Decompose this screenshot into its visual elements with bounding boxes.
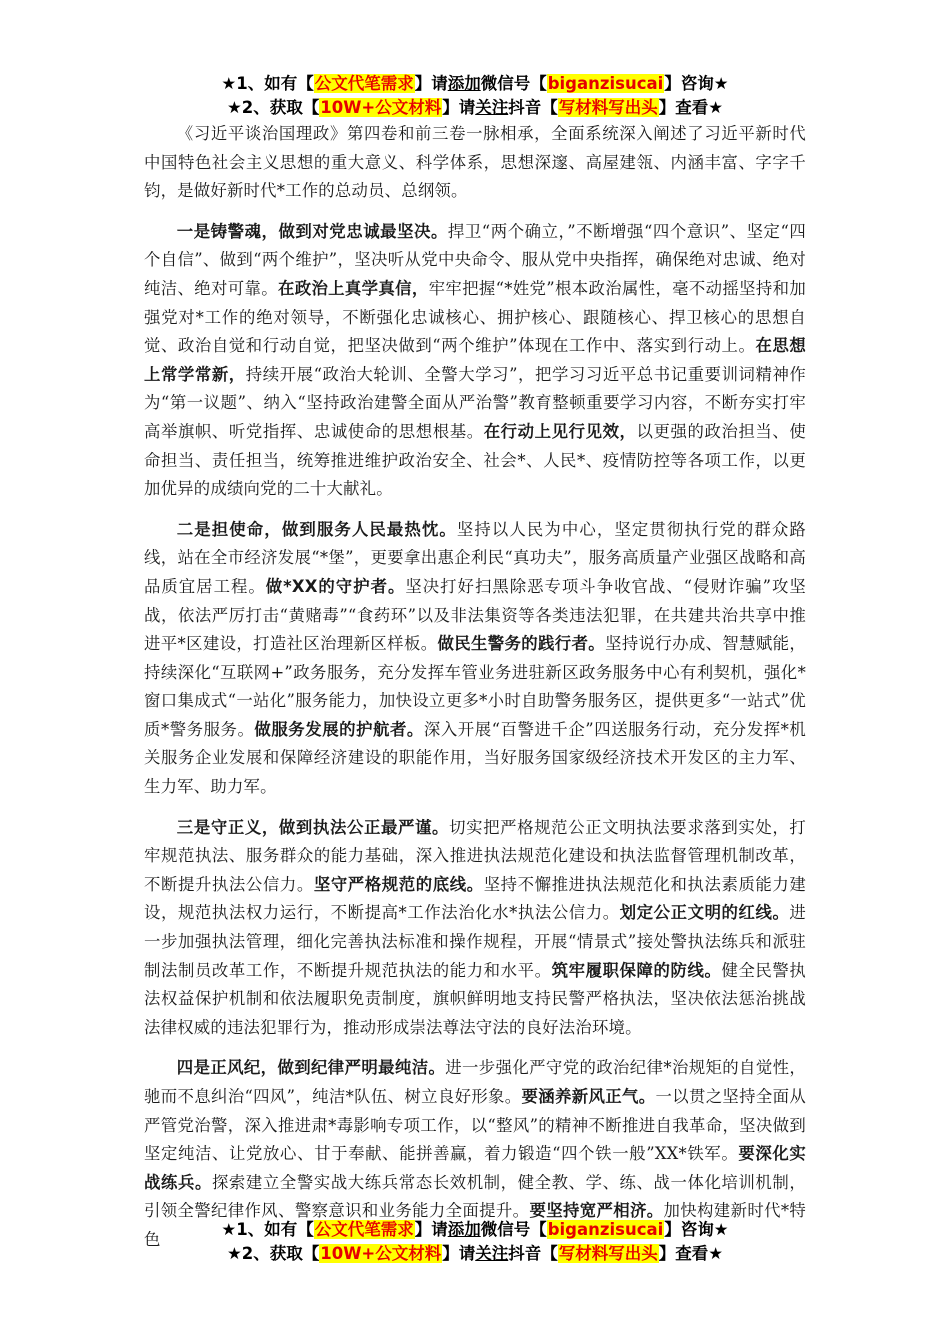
- promo-banner-bottom-line-2: ★2、获取【10W+公文材料】请关注抖音【写材料写出头】查看★: [226, 1244, 724, 1263]
- section-1-heading: 一是铸警魂，做到对党忠诚最坚决。: [176, 221, 448, 241]
- section-1-paragraph: 一是铸警魂，做到对党忠诚最坚决。捍卫“两个确立，”不断增强“四个意识”、坚定“四个自信”、做到“两个维护”，坚决听从党中央命令、服从党中央指挥，确保绝对忠诚、绝对纯洁、绝对可靠。在政治上真学真信，牢牢把握“*姓党”根本政治属性，毫不动摇坚持和加强党对*工作的绝对领导，不断强化忠诚核心、拥护核心、跟随核心、捍卫核心的思想自觉、政治自觉和行动自觉，把坚决做到“两个维护”体现在工作中、落实到行动上。在思想上常学常新，持续开展“政治大轮训、全警大学习”，把学习习近平总书记重要训词精神作为“第一议题”、纳入“坚持政治建警全面从严治警”教育整顿重要学习内容，不断夯实打牢高举旗帜、听党指挥、忠诚使命的思想根基。在行动上见行见效，以更强的政治担当、使命担当、责任担当，统筹推进维护政治安全、社会*、人民*、疫情防控等各项工作，以更加优异的成绩向党的二十大献礼。: [144, 221, 806, 499]
- promo-banner-top-line-2: ★2、获取【10W+公文材料】请关注抖音【写材料写出头】查看★: [226, 98, 724, 117]
- section-2-paragraph: 二是担使命，做到服务人民最热忱。坚持以人民为中心，坚定贯彻执行党的群众路线，站在全市经济发展“*堡”，更要拿出惠企利民“真功夫”，服务高质量产业强区战略和高品质宜居工程。做*XX的守护者。坚决打好扫黑除恶专项斗争收官战、“侵财诈骗”攻坚战，依法严厉打击“黄赌毒”“食药环”以及非法集资等各类违法犯罪，在共建共治共享中推进平*区建设，打造社区治理新区样板。做民生警务的践行者。坚持说行办成、智慧赋能，持续深化“互联网+”政务服务，充分发挥车管业务进驻新区政务服务中心有利契机，强化*窗口集成式“一站化”服务能力，加快设立更多*小时自助警务服务区，提供更多“一站式”优质*警务服务。做服务发展的护航者。深入开展“百警进千企”四送服务行动，充分发挥*机关服务企业发展和保障经济建设的职能作用，当好服务国家级经济技术开发区的主力军、生力军、助力军。: [144, 519, 807, 797]
- document-body: [144, 120, 806, 1267]
- highlight-ghostwriting: 公文代笔需求: [314, 74, 414, 93]
- highlight-douyin-account: 写材料写出头: [558, 98, 658, 117]
- section-4-heading: 四是正风纪，做到纪律严明最纯洁。: [176, 1058, 446, 1078]
- highlight-wechat-id: biganzisucai: [547, 74, 664, 93]
- section-4-paragraph: 四是正风纪，做到纪律严明最纯洁。进一步强化严守党的政治纪律*治规矩的自觉性，驰而不息纠治“四风”，纯洁*队伍、树立良好形象。要涵养新风正气。一以贯之坚持全面从严管党治警，深入推进肃*毒影响专项工作，以“整风”的精神不断推进自我革命，坚决做到坚定纯洁、让党放心、甘于奉献、能拼善赢，着力锻造“四个铁一般”XX*铁军。要深化实战练兵。探索建立全警实战大练兵常态长效机制，健全教、学、练、战一体化培训机制，引领全警纪律作风、警察意识和业务能力全面提升。要坚持宽严相济。加快构建新时代*特色: [144, 1058, 806, 1249]
- promo-banner-top-line-1: ★1、如有【公文代笔需求】请添加微信号【biganzisucai】咨询★: [221, 74, 729, 93]
- highlight-materials: 10W+公文材料: [320, 98, 442, 117]
- intro-paragraph: 《习近平谈治国理政》第四卷和前三卷一脉相承，全面系统深入阐述了习近平新时代中国特色社会主义思想的重大意义、科学体系，思想深邃、高屋建瓴、内涵丰富、字字千钧，是做好新时代*工作的总动员、总纲领。: [144, 124, 806, 201]
- section-2-heading: 二是担使命，做到服务人民最热忱。: [176, 519, 457, 539]
- section-3-paragraph: 三是守正义，做到执法公正最严谨。切实把严格规范公正文明执法要求落到实处，打牢规范执法、服务群众的能力基础，深入推进执法规范化建设和执法监督管理机制改革，不断提升执法公信力。坚守严格规范的底线。坚持不懈推进执法规范化和执法素质能力建设，规范执法权力运行，不断提高*工作法治化水*执法公信力。划定公正文明的红线。进一步加强执法管理，细化完善执法标准和操作规程，开展“情景式”接处警执法练兵和派驻制法制员改革工作，不断提升规范执法的能力和水平。筑牢履职保障的防线。健全民警执法权益保护机制和依法履职免责制度，旗帜鲜明地支持民警严格执法，坚决依法惩治挑战法律权威的违法犯罪行为，推动形成崇法尊法守法的良好法治环境。: [144, 817, 807, 1037]
- section-3-heading: 三是守正义，做到执法公正最严谨。: [176, 817, 450, 837]
- promo-banner-bottom-line-1: ★1、如有【公文代笔需求】请添加微信号【biganzisucai】咨询★: [221, 1220, 729, 1239]
